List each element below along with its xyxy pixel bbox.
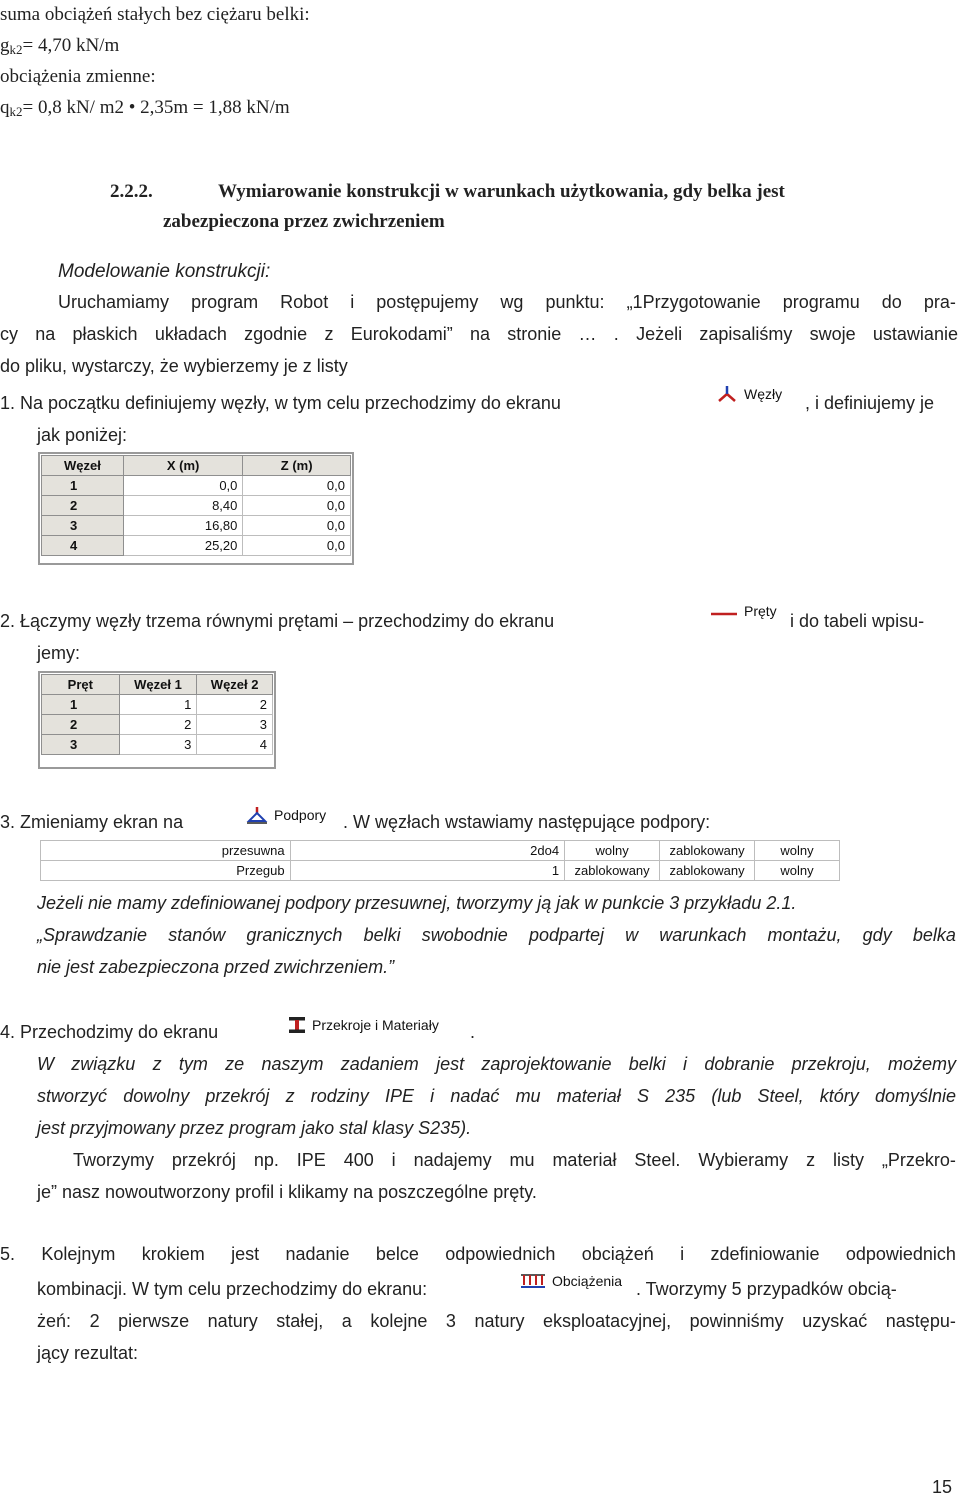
word: zgodnie bbox=[244, 324, 308, 344]
text-line bbox=[0, 35, 119, 58]
word: listy bbox=[832, 1150, 864, 1170]
step-1-text: 1. Na początku definiujemy węzły, w tym celu przechodzimy do ekranu bbox=[0, 393, 561, 413]
word: „Przekro- bbox=[881, 1150, 956, 1170]
word: na bbox=[35, 324, 56, 344]
word: ze bbox=[225, 1054, 245, 1074]
step-3-text: 3. Zmieniamy ekran na bbox=[0, 812, 184, 832]
support-name[interactable]: Przegub bbox=[41, 861, 291, 881]
word: powinniśmy bbox=[689, 1311, 784, 1331]
italic-paragraph-line bbox=[37, 1054, 956, 1075]
paragraph-line-end: . Tworzymy 5 przypadków obcią- bbox=[636, 1279, 897, 1299]
word: zdefiniowanie bbox=[710, 1244, 820, 1264]
word: jest bbox=[436, 1054, 465, 1074]
row-index: 2 bbox=[42, 496, 124, 516]
table-row[interactable] bbox=[42, 476, 351, 496]
step-4-text-end: . bbox=[470, 1022, 476, 1042]
table-row[interactable] bbox=[42, 516, 351, 536]
word: nadać bbox=[450, 1086, 500, 1106]
column-header: X (m) bbox=[123, 456, 243, 476]
text-line: suma obciążeń stałych bez ciężaru belki: bbox=[0, 4, 310, 25]
table-cell[interactable]: 8,40 bbox=[123, 496, 243, 516]
word: naszym bbox=[261, 1054, 324, 1074]
word: Uruchamiamy bbox=[58, 292, 170, 312]
word: związku bbox=[71, 1054, 136, 1074]
table-cell[interactable]: 0,0 bbox=[243, 536, 351, 556]
italic-paragraph-line bbox=[37, 1086, 956, 1107]
word: 5. bbox=[0, 1244, 16, 1264]
paragraph-line: je” nasz nowoutworzony profil i klikamy na poszczególne pręty. bbox=[37, 1182, 537, 1202]
word: przekroju, bbox=[791, 1054, 871, 1074]
word: wg bbox=[500, 292, 524, 312]
value: = 0,8 kN/ m2 • 2,35m = 1,88 kN/m bbox=[22, 97, 290, 118]
table-row[interactable] bbox=[42, 735, 273, 755]
column-header: Pręt bbox=[42, 675, 120, 695]
value: = 4,70 kN/m bbox=[22, 35, 120, 56]
step-2-text-line2: jemy: bbox=[37, 643, 81, 663]
step-4-text: 4. Przechodzimy do ekranu bbox=[0, 1022, 219, 1042]
word: mu bbox=[515, 1086, 541, 1106]
word: kolejne bbox=[370, 1311, 428, 1331]
support-uz[interactable]: zablokowany bbox=[660, 841, 755, 861]
word: montażu, bbox=[767, 925, 842, 945]
word: nadajemy bbox=[413, 1150, 492, 1170]
word: podpartej bbox=[528, 925, 605, 945]
note-line: Jeżeli nie mamy zdefiniowanej podpory przesuwnej, tworzymy ją jak w punkcie 3 przykładu 2.1. bbox=[37, 893, 797, 913]
table-cell[interactable]: 25,20 bbox=[123, 536, 243, 556]
word: obciążeń bbox=[581, 1244, 654, 1264]
word: belki bbox=[628, 1054, 666, 1074]
word: rodziny bbox=[310, 1086, 369, 1106]
table-cell[interactable]: 0,0 bbox=[243, 476, 351, 496]
word: stanów bbox=[168, 925, 226, 945]
word: i bbox=[680, 1244, 685, 1264]
subheading: Modelowanie konstrukcji: bbox=[58, 261, 271, 282]
word: krokiem bbox=[141, 1244, 205, 1264]
word: Jeżeli bbox=[636, 324, 683, 344]
note-line: nie jest zabezpieczona przed zwichrzeniem.” bbox=[37, 957, 395, 977]
word: „1Przygotowanie bbox=[626, 292, 761, 312]
support-ux[interactable]: wolny bbox=[565, 841, 660, 861]
word: materiał bbox=[556, 1086, 621, 1106]
word: nadanie bbox=[285, 1244, 350, 1264]
word: domyślnie bbox=[874, 1086, 956, 1106]
note-line bbox=[37, 925, 956, 946]
word: Eurokodami” bbox=[350, 324, 453, 344]
step-2-text-end: i do tabeli wpisu- bbox=[790, 611, 925, 631]
nodes-screen-button[interactable] bbox=[716, 385, 782, 403]
word: swobodnie bbox=[421, 925, 508, 945]
word: Kolejnym bbox=[41, 1244, 116, 1264]
column-header: Z (m) bbox=[243, 456, 351, 476]
support-ry[interactable]: wolny bbox=[755, 841, 840, 861]
word: na bbox=[469, 324, 491, 344]
word: belki bbox=[363, 925, 401, 945]
word: 3 bbox=[445, 1311, 456, 1331]
support-name[interactable]: przesuwna bbox=[41, 841, 291, 861]
button-label: Przekroje i Materiały bbox=[312, 1017, 439, 1033]
word: Steel. bbox=[634, 1150, 681, 1170]
table-cell[interactable]: 3 bbox=[119, 735, 197, 755]
word: 2 bbox=[89, 1311, 100, 1331]
row-index: 3 bbox=[42, 516, 124, 536]
table-cell[interactable]: 3 bbox=[197, 715, 273, 735]
word: odpowiednich bbox=[845, 1244, 956, 1264]
column-header: Węzeł 1 bbox=[119, 675, 197, 695]
row-index: 1 bbox=[42, 695, 120, 715]
word: płaskich bbox=[72, 324, 138, 344]
word: 235 bbox=[665, 1086, 696, 1106]
bars-screen-button[interactable] bbox=[710, 603, 777, 619]
word: (lub bbox=[711, 1086, 742, 1106]
word: Wybieramy bbox=[698, 1150, 789, 1170]
bars-table bbox=[41, 674, 273, 755]
word: stałej, bbox=[276, 1311, 324, 1331]
paragraph-line bbox=[0, 1244, 956, 1265]
italic-paragraph-line: jest przyjmowany przez program jako stal klasy S235). bbox=[37, 1118, 472, 1138]
word: natury bbox=[474, 1311, 525, 1331]
table-cell[interactable]: 2 bbox=[197, 695, 273, 715]
button-label: Obciążenia bbox=[552, 1273, 623, 1289]
word: programu bbox=[782, 292, 860, 312]
word: S bbox=[636, 1086, 649, 1106]
word: mu bbox=[509, 1150, 535, 1170]
supports-screen-button[interactable] bbox=[246, 806, 326, 824]
word: następu- bbox=[885, 1311, 956, 1331]
paragraph-line bbox=[37, 1311, 956, 1332]
paragraph-line bbox=[58, 292, 956, 313]
word: przekrój bbox=[171, 1150, 236, 1170]
table-cell[interactable]: 1 bbox=[119, 695, 197, 715]
support-ry[interactable]: wolny bbox=[755, 861, 840, 881]
word: dowolny bbox=[123, 1086, 190, 1106]
word: i bbox=[430, 1086, 435, 1106]
step-1-text-end: , i definiujemy je bbox=[805, 393, 935, 413]
word: układach bbox=[154, 324, 227, 344]
step-2-text: 2. Łączymy węzły trzema równymi prętami – przechodzimy do ekranu bbox=[0, 611, 555, 631]
support-nodes[interactable]: 1 bbox=[290, 861, 564, 881]
section-number: 2.2.2. bbox=[110, 181, 153, 202]
nodes-icon bbox=[716, 385, 738, 403]
symbol: g bbox=[0, 35, 10, 56]
word: punktu: bbox=[545, 292, 605, 312]
table-row[interactable] bbox=[42, 496, 351, 516]
section-title-line1: Wymiarowanie konstrukcji w warunkach użytkowania, gdy belka jest bbox=[218, 181, 785, 202]
word: program bbox=[191, 292, 259, 312]
word: możemy bbox=[887, 1054, 956, 1074]
word: warunkach bbox=[659, 925, 747, 945]
word: swoje bbox=[809, 324, 856, 344]
word: jest bbox=[231, 1244, 260, 1264]
word: np. bbox=[253, 1150, 279, 1170]
word: z bbox=[806, 1150, 816, 1170]
i-beam-icon bbox=[288, 1016, 306, 1034]
word: który bbox=[819, 1086, 859, 1106]
button-label: Węzły bbox=[744, 386, 783, 402]
button-label: Pręty bbox=[744, 603, 777, 619]
text-line: obciążenia zmienne: bbox=[0, 66, 156, 87]
table-row[interactable] bbox=[42, 715, 273, 735]
word: i bbox=[683, 1054, 688, 1074]
word: dobranie bbox=[704, 1054, 775, 1074]
word: Tworzymy bbox=[73, 1150, 154, 1170]
table-cell[interactable]: 0,0 bbox=[243, 516, 351, 536]
word: pierwsze bbox=[118, 1311, 190, 1331]
loads-icon bbox=[520, 1273, 546, 1289]
button-label: Podpory bbox=[274, 807, 327, 823]
word: IPE bbox=[296, 1150, 326, 1170]
word: Steel, bbox=[757, 1086, 804, 1106]
word: z bbox=[324, 324, 334, 344]
word: 400 bbox=[343, 1150, 374, 1170]
word: gdy bbox=[862, 925, 892, 945]
row-index: 3 bbox=[42, 735, 120, 755]
row-index: 4 bbox=[42, 536, 124, 556]
word: odpowiednich bbox=[445, 1244, 556, 1264]
word: natury bbox=[207, 1311, 258, 1331]
word: zapisaliśmy bbox=[699, 324, 793, 344]
word: zaprojektowanie bbox=[481, 1054, 612, 1074]
support-ux[interactable]: zablokowany bbox=[565, 861, 660, 881]
word: eksploatacyjnej, bbox=[543, 1311, 672, 1331]
step-3-text-end: . W węzłach wstawiamy następujące podpory: bbox=[343, 812, 711, 832]
support-uz[interactable]: zablokowany bbox=[660, 861, 755, 881]
word: postępujemy bbox=[376, 292, 479, 312]
symbol: q bbox=[0, 97, 10, 118]
sections-materials-screen-button[interactable] bbox=[288, 1016, 439, 1034]
column-header: Węzeł bbox=[42, 456, 124, 476]
support-icon bbox=[246, 806, 268, 824]
paragraph-line bbox=[73, 1150, 956, 1171]
word: z bbox=[152, 1054, 162, 1074]
table-row[interactable] bbox=[42, 536, 351, 556]
word: materiał bbox=[552, 1150, 617, 1170]
word: tym bbox=[178, 1054, 208, 1074]
word: cy bbox=[0, 324, 18, 344]
word: uzyskać bbox=[802, 1311, 868, 1331]
bar-icon bbox=[710, 605, 738, 617]
word: „Sprawdzanie bbox=[37, 925, 148, 945]
word: belce bbox=[375, 1244, 419, 1264]
table-row[interactable] bbox=[41, 841, 840, 861]
word: zadaniem bbox=[340, 1054, 419, 1074]
subscript: k2 bbox=[9, 104, 23, 119]
table-cell[interactable]: 4 bbox=[197, 735, 273, 755]
paragraph-line: jący rezultat: bbox=[37, 1343, 139, 1363]
word: z bbox=[285, 1086, 295, 1106]
word: . bbox=[613, 324, 619, 344]
word: do bbox=[881, 292, 902, 312]
table-cell[interactable]: 0,0 bbox=[243, 496, 351, 516]
step-1-text-line2: jak poniżej: bbox=[37, 425, 128, 445]
word: … bbox=[578, 324, 597, 344]
word: stworzyć bbox=[37, 1086, 108, 1106]
paragraph-line: do pliku, wystarczy, że wybierzemy je z listy bbox=[0, 356, 348, 376]
word: Robot bbox=[280, 292, 329, 312]
word: i bbox=[350, 292, 355, 312]
table-cell[interactable]: 16,80 bbox=[123, 516, 243, 536]
supports-table bbox=[40, 840, 840, 881]
column-header: Węzeł 2 bbox=[197, 675, 273, 695]
word: i bbox=[391, 1150, 396, 1170]
word: belka bbox=[912, 925, 956, 945]
paragraph-line bbox=[0, 324, 958, 345]
table-cell[interactable]: 0,0 bbox=[123, 476, 243, 496]
section-title-line2: zabezpieczona przez zwichrzeniem bbox=[163, 211, 445, 232]
loads-screen-button[interactable] bbox=[520, 1273, 622, 1289]
row-index: 2 bbox=[42, 715, 120, 735]
paragraph-line: kombinacji. W tym celu przechodzimy do ekranu: bbox=[37, 1279, 428, 1299]
word: przekrój bbox=[205, 1086, 270, 1106]
word: stronie bbox=[507, 324, 562, 344]
row-index: 1 bbox=[42, 476, 124, 496]
word: IPE bbox=[384, 1086, 414, 1106]
table-header-row bbox=[42, 456, 351, 476]
word: granicznych bbox=[246, 925, 343, 945]
word: ustawianie bbox=[872, 324, 958, 344]
word: w bbox=[625, 925, 639, 945]
word: a bbox=[341, 1311, 352, 1331]
word: pra- bbox=[923, 292, 956, 312]
subscript: k2 bbox=[9, 42, 23, 57]
word: W bbox=[37, 1054, 54, 1074]
table-row[interactable] bbox=[41, 861, 840, 881]
nodes-table bbox=[41, 455, 351, 556]
table-cell[interactable]: 2 bbox=[119, 715, 197, 735]
table-row[interactable] bbox=[42, 695, 273, 715]
word: żeń: bbox=[37, 1311, 72, 1331]
support-nodes[interactable]: 2do4 bbox=[290, 841, 564, 861]
page-number: 15 bbox=[932, 1477, 953, 1497]
text-line bbox=[0, 97, 290, 120]
table-header-row bbox=[42, 675, 273, 695]
